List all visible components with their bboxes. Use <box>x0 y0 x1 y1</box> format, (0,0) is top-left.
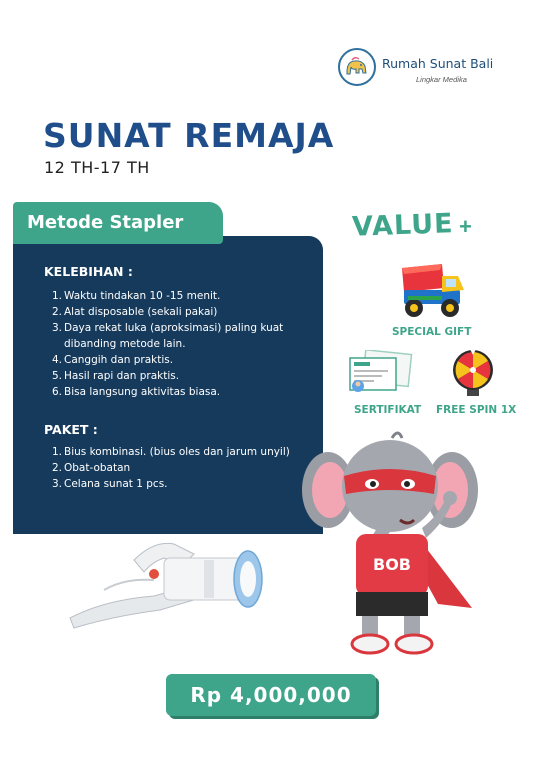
paket-list <box>52 444 290 492</box>
mascot-shirt-text: BOB <box>373 555 411 574</box>
spin-wheel-icon <box>450 348 496 398</box>
value-title: VALUE <box>351 208 455 243</box>
certificate-label: SERTIFIKAT <box>354 404 422 416</box>
list-item: 1. Waktu tindakan 10 -15 menit. <box>52 290 221 302</box>
stapler-device-image <box>64 530 274 630</box>
brand-subname: Lingkar Medika <box>416 75 467 84</box>
value-plus: + <box>459 214 472 239</box>
paket-heading: PAKET : <box>44 422 98 437</box>
list-item: 2. Obat-obatan <box>52 462 131 474</box>
list-item: 2. Alat disposable (sekali pakai) <box>52 306 218 318</box>
method-tab: Metode Stapler <box>13 202 223 244</box>
list-item: 3. Daya rekat luka (aproksimasi) paling kuat <box>52 322 284 334</box>
toy-truck-icon <box>398 262 468 320</box>
age-range: 12 TH-17 TH <box>44 158 150 177</box>
certificate-icon <box>346 350 414 396</box>
kelebihan-list <box>52 288 283 400</box>
brand-name: Rumah Sunat Bali <box>382 56 494 71</box>
list-item: 6. Bisa langsung aktivitas biasa. <box>52 386 221 398</box>
free-spin-label: FREE SPIN 1X <box>436 404 517 416</box>
special-gift-label: SPECIAL GIFT <box>392 326 472 338</box>
list-item: 3. Celana sunat 1 pcs. <box>52 478 168 490</box>
price-badge: Rp 4,000,000 <box>166 674 376 716</box>
kelebihan-heading: KELEBIHAN : <box>44 264 133 279</box>
list-item: 1. Bius kombinasi. (bius oles dan jarum unyil) <box>52 446 290 458</box>
page-title: SUNAT REMAJA <box>43 116 335 155</box>
list-item: 5. Hasil rapi dan praktis. <box>52 370 180 382</box>
elephant-logo-icon <box>338 48 376 86</box>
brand-logo <box>338 46 518 90</box>
list-item-continuation: dibanding metode lain. <box>64 338 186 350</box>
list-item: 4. Canggih dan praktis. <box>52 354 174 366</box>
elephant-mascot-image <box>300 428 482 664</box>
